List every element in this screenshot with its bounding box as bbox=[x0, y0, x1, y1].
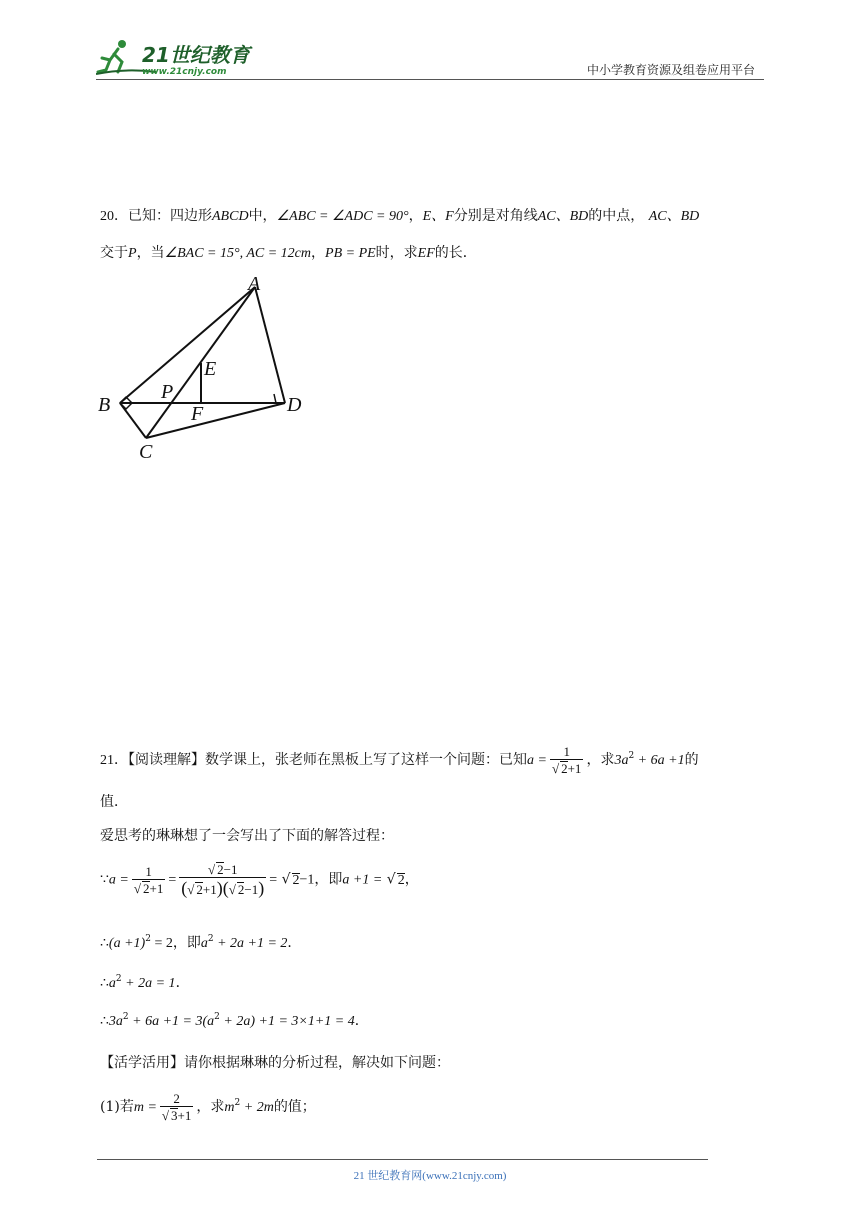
q21-line2: 值． bbox=[100, 794, 128, 810]
q20-figure bbox=[90, 270, 320, 470]
q21-solution-1: ∵a = $\frac{1}{√ 2+1}$ = $\frac{√ 2-1}{(√ 2+1)(√ 2-1)}$ = √ 2−1，即a +1 = √ 2， bbox=[100, 862, 419, 898]
label-e: E bbox=[204, 358, 217, 380]
q21-line3: 爱思考的琳琳想了一会写出了下面的解答过程： bbox=[100, 828, 394, 844]
segment-bc bbox=[120, 403, 146, 438]
q21-apply: 【活学活用】请你根据琳琳的分析过程，解决如下问题： bbox=[100, 1055, 450, 1071]
label-d: D bbox=[287, 394, 302, 416]
q21-solution-3: $\therefore a^2 + 2a = 1$． bbox=[100, 974, 190, 991]
fraction: $\frac{1}{√ 2+1}$ bbox=[551, 744, 582, 776]
q21-sub1: (1)若m = $\frac{2}{√ 3+1}$ ，求$m^2 + 2m$的值； bbox=[100, 1091, 316, 1123]
q20-line2: 交于P，当∠BAC = 15°, AC = 12cm，PB = PE时，求EF的长． bbox=[100, 245, 477, 261]
logo-text: 21世纪教育 bbox=[142, 43, 250, 67]
header-divider bbox=[96, 79, 764, 80]
label-p: P bbox=[161, 381, 174, 403]
segment-ad bbox=[255, 287, 285, 403]
footer-divider bbox=[97, 1159, 708, 1160]
label-a: A bbox=[248, 273, 261, 295]
q21-solution-2: ∴(a +1)$^2$ = 2，即$a^2 + 2a +1 = 2$． bbox=[100, 934, 302, 951]
header-platform-text: 中小学教育资源及组卷应用平台 bbox=[586, 63, 755, 77]
label-b: B bbox=[98, 394, 111, 416]
q21-line1: 21．【阅读理解】数学课上，张老师在黑板上写了这样一个问题：已知a = $\frac{1}{√ 2+1}$ ，求$3a^2 + 6a +1$的 bbox=[100, 744, 699, 776]
label-c: C bbox=[139, 441, 153, 463]
label-f: F bbox=[191, 403, 204, 425]
q20-line1: 20．已知：四边形ABCD中，∠ABC = ∠ADC = 90°，E、F分别是对角线AC、BD的中点， AC、BD bbox=[100, 208, 700, 224]
logo bbox=[96, 38, 266, 78]
logo-url: www.21cnjy.com bbox=[142, 67, 227, 77]
q21-solution-4: $\therefore 3a^2 + 6a +1 = 3(a^2 + 2a) +1 = 3\times 1+1 = 4$． bbox=[100, 1012, 369, 1029]
footer-link[interactable]: 21 世纪教育网(www.21cnjy.com) bbox=[353, 1170, 507, 1182]
segment-ab bbox=[120, 287, 255, 403]
